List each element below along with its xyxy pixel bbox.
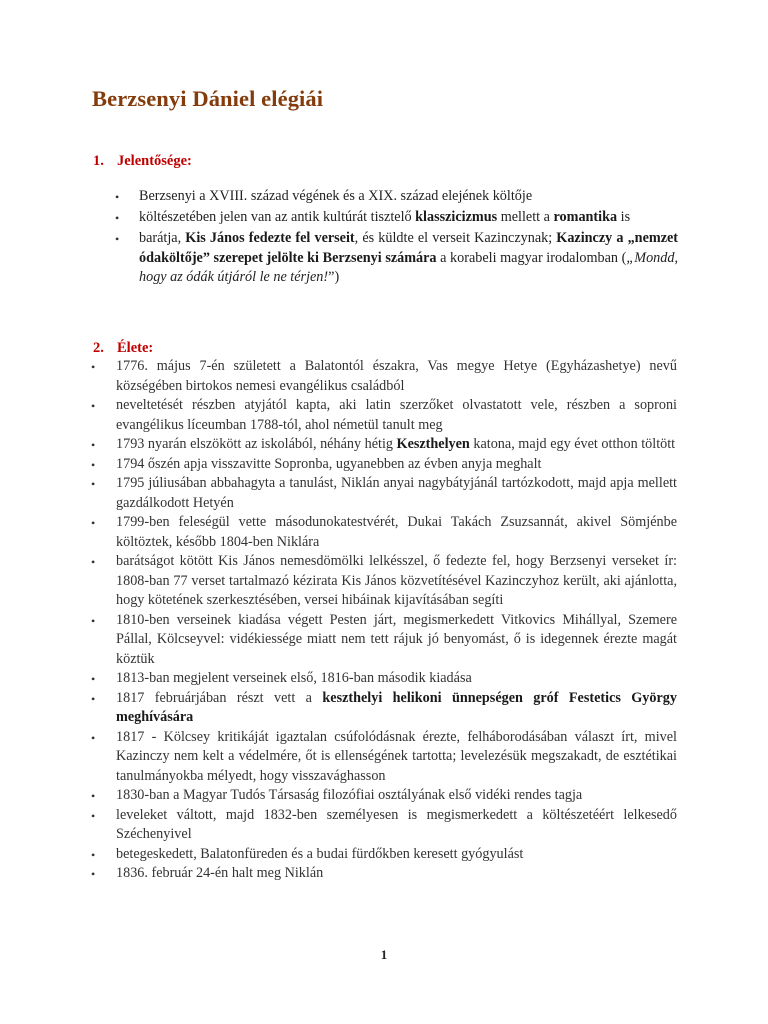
significance-list <box>113 187 678 288</box>
list-item <box>113 208 678 229</box>
item-text: mellett a <box>497 209 554 225</box>
list-item: • betegeskedett, Balatonfüreden és a budai fürdőkben keresett gyógyulást <box>89 845 677 865</box>
item-text: Berzsenyi a XVIII. század végének és a XIX. század elejének költője <box>139 188 533 204</box>
page-number: 1 <box>380 947 388 962</box>
item-text: ”) <box>328 269 340 285</box>
list-item <box>89 689 677 728</box>
item-bold-text: romantika <box>553 209 618 225</box>
list-item: • barátságot kötött Kis János nemesdömölki lelkésszel, ő fedezte fel, hogy Berzsenyi verseket ír: 1808-ban 77 verset tartalmazó kézirata Kis János közvetítésével Kazinczyhoz került, aki ajánlotta, hogy kötetének szerkesztésében, versei hibáinak kijavításában segíti <box>89 552 677 611</box>
list-item: • leveleket váltott, majd 1832-ben személyesen is megismerkedett a költészetéért lelkesedő Széchenyivel <box>89 806 677 845</box>
item-quote-text: „Mondd, hogy az ódák útjáról le ne térjen! <box>139 249 678 285</box>
list-item <box>89 435 677 455</box>
list-item: • 1830-ban a Magyar Tudós Társaság filozófiai osztályának első vidéki rendes tagja <box>89 786 677 806</box>
list-item: • 1795 júliusában abbahagyta a tanulást, Niklán anyai nagybátyjánál tartózkodott, majd apja mellett gazdálkodott Hetyén <box>89 474 677 513</box>
item-bold-text: Kis János fedezte fel verseit <box>185 230 355 246</box>
list-item: • 1817 - Kölcsey kritikáját igaztalan csúfolódásnak érezte, felháborodásában választ írt, mivel Kazinczy nem kelt a védelmére, őt is ellenségének tartotta; levelezésük megszakadt, de esztétikai tanulmányokba mélyedt, hogy visszavághasson <box>89 728 677 787</box>
item-text: 1793 nyarán elszökött az iskolából, néhány hétig <box>116 436 397 452</box>
section-number: 2. <box>93 340 104 356</box>
item-text: katona, majd egy évet otthon töltött <box>469 436 676 452</box>
item-bold-text: Kazinczy a „nemzet ódaköltője” szerepet jelölte ki Berzsenyi számára <box>139 230 679 266</box>
life-list <box>89 357 677 884</box>
list-item: • 1836. február 24-én halt meg Niklán <box>89 864 677 884</box>
list-item: • 1794 őszén apja visszavitte Sopronba, ugyanebben az évben anyja meghalt <box>89 455 677 475</box>
document-title: Berzsenyi Dániel elégiái <box>92 86 324 111</box>
list-item <box>113 187 678 208</box>
item-text: költészetében jelen van az antik kultúrát tisztelő <box>139 209 416 225</box>
item-text: 1817 februárjában részt vett a <box>116 689 323 706</box>
section-title: Élete: <box>117 340 154 356</box>
section-number: 1. <box>93 153 104 169</box>
section-title: Jelentősége: <box>117 153 192 169</box>
item-bold-text: Keszthelyen <box>396 436 470 452</box>
list-item: • neveltetését részben atyjától kapta, aki latin szerzőket olvastatott vele, részben a soproni evangélikus líceumban 1788-tól, ahol németül tanult meg <box>89 396 677 435</box>
item-text: barátja, <box>139 230 186 246</box>
section-heading-life <box>93 340 153 357</box>
list-item: • 1799-ben feleségül vette másodunokatestvérét, Dukai Takách Zsuzsannát, akivel Sömjénbe költöztek, később 1804-ben Niklára <box>89 513 677 552</box>
section-heading-significance <box>93 153 192 170</box>
item-text: a korabeli magyar irodalomban ( <box>436 249 627 266</box>
list-item: • 1776. május 7-én született a Balatontól északra, Vas megye Hetye (Egyházashetye) nevű községében birtokos nemesi evangélikus családból <box>89 357 677 396</box>
list-item: • 1813-ban megjelent verseinek első, 1816-ban második kiadása <box>89 669 677 689</box>
list-item: • 1810-ben verseinek kiadása végett Pesten járt, megismerkedett Vitkovics Mihállyal, Szemere Pállal, Kölcseyvel: vidékiessége miatt nem tett rájuk jó benyomást, ő is idegennek érezte magát köztük <box>89 611 677 670</box>
item-bold-text: klasszicizmus <box>415 209 498 225</box>
item-bold-text: keszthelyi helikoni ünnepségen gróf Festetics György meghívására <box>116 689 677 725</box>
item-text: is <box>617 209 631 225</box>
item-text: , és küldte el verseit Kazinczynak; <box>354 230 557 246</box>
list-item <box>113 229 678 288</box>
